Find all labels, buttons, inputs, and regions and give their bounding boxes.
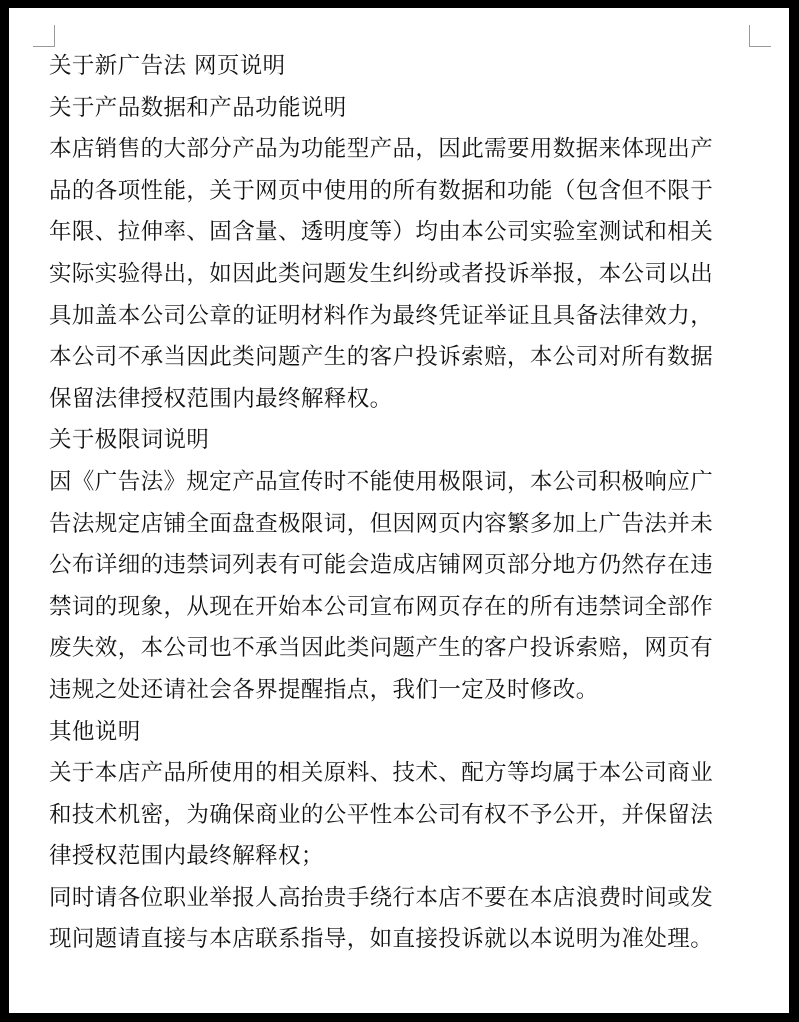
margin-corner-mark-top-right xyxy=(749,25,771,47)
paragraph-line: 因《广告法》规定产品宣传时不能使用极限词，本公司积极响应广 xyxy=(49,468,714,495)
margin-corner-mark-top-left xyxy=(33,25,55,47)
heading-product-data: 关于产品数据和产品功能说明 xyxy=(49,94,347,121)
paragraph-line: 律授权范围内最终解释权； xyxy=(49,843,324,870)
heading-other-notes: 其他说明 xyxy=(49,718,141,745)
paragraph-line: 告法规定店铺全面盘查极限词，但因网页内容繁多加上广告法并未 xyxy=(49,510,714,537)
paragraph-line: 年限、拉伸率、固含量、透明度等）均由本公司实验室测试和相关 xyxy=(49,219,714,246)
paragraph-line: 关于本店产品所使用的相关原料、技术、配方等均属于本公司商业 xyxy=(49,760,714,787)
paragraph-line: 同时请各位职业举报人高抬贵手绕行本店不要在本店浪费时间或发 xyxy=(49,884,714,911)
paragraph-line: 保留法律授权范围内最终解释权。 xyxy=(49,385,393,412)
paragraph-line: 本公司不承当因此类问题产生的客户投诉索赔，本公司对所有数据 xyxy=(49,344,714,371)
paragraph-line: 和技术机密，为确保商业的公平性本公司有权不予公开，并保留法 xyxy=(49,801,714,828)
document-page xyxy=(9,8,789,1013)
paragraph-line: 本店销售的大部分产品为功能型产品，因此需要用数据来体现出产 xyxy=(49,136,714,163)
paragraph-line: 公布详细的违禁词列表有可能会造成店铺网页部分地方仍然存在违 xyxy=(49,552,714,579)
paragraph-line: 违规之处还请社会各界提醒指点，我们一定及时修改。 xyxy=(49,676,599,703)
paragraph-line: 具加盖本公司公章的证明材料作为最终凭证举证且具备法律效力， xyxy=(49,302,714,329)
paragraph-line: 废失效，本公司也不承当因此类问题产生的客户投诉索赔，网页有 xyxy=(49,635,714,662)
paragraph-line: 实际实验得出，如因此类问题发生纠纷或者投诉举报，本公司以出 xyxy=(49,260,714,287)
paragraph-line: 品的各项性能，关于网页中使用的所有数据和功能（包含但不限于 xyxy=(49,177,714,204)
heading-title: 关于新广告法 网页说明 xyxy=(49,53,286,79)
document-body[interactable] xyxy=(49,46,749,961)
paragraph-line: 禁词的现象，从现在开始本公司宣布网页存在的所有违禁词全部作 xyxy=(49,593,714,620)
heading-extreme-words: 关于极限词说明 xyxy=(49,427,210,454)
paragraph-line: 现问题请直接与本店联系指导，如直接投诉就以本说明为准处理。 xyxy=(49,926,714,953)
